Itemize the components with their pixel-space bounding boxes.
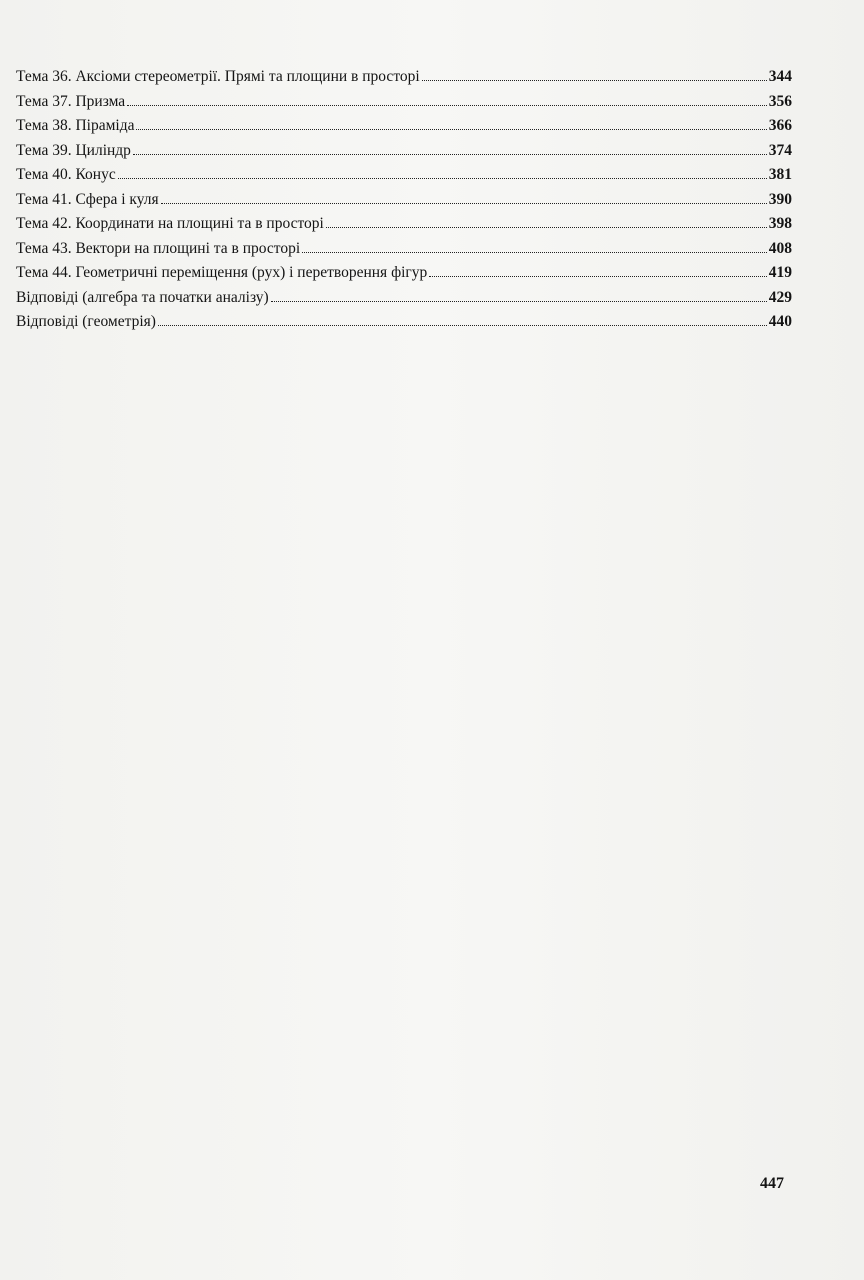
toc-entry (16, 114, 792, 139)
toc-entry (16, 261, 792, 286)
toc-entry-title: Тема 38. Піраміда (16, 117, 135, 134)
toc-dot-leader (133, 154, 767, 155)
toc-entry (16, 65, 792, 90)
toc-entry-title: Тема 40. Конус (16, 166, 116, 183)
toc-entry (16, 212, 792, 237)
toc-entry-page: 366 (768, 117, 792, 134)
toc-dot-leader (422, 80, 767, 81)
toc-entry-title: Тема 36. Аксіоми стереометрії. Прямі та площини в просторі (16, 68, 420, 85)
toc-dot-leader (136, 129, 766, 130)
toc-entry-title: Відповіді (алгебра та початки аналізу) (16, 288, 269, 306)
toc-entry-title: Тема 42. Координати на площині та в просторі (16, 215, 324, 232)
toc-entry-page: 429 (768, 288, 792, 306)
toc-entry (16, 188, 792, 213)
toc-entry (16, 163, 792, 188)
toc-dot-leader (326, 227, 767, 228)
toc-entry-title: Відповіді (геометрія) (16, 313, 156, 330)
toc-entry-title: Тема 37. Призма (16, 92, 126, 110)
toc-entry-page: 390 (768, 190, 792, 208)
toc-entry (16, 310, 792, 335)
toc-entry (16, 237, 792, 262)
toc-dot-leader (271, 301, 767, 302)
toc-entry-title: Тема 44. Геометричні переміщення (рух) і перетворення фігур (16, 264, 428, 281)
toc-dot-leader (302, 252, 767, 253)
toc-dot-leader (161, 203, 767, 204)
toc-entry (16, 90, 792, 115)
toc-entry-page: 408 (768, 239, 792, 257)
toc-entry (16, 286, 792, 311)
toc-entry-page: 381 (768, 166, 792, 183)
toc-dot-leader (118, 178, 767, 179)
toc-entry-title: Тема 39. Циліндр (16, 141, 131, 159)
table-of-contents (16, 65, 792, 335)
page-number: 447 (760, 1175, 784, 1192)
toc-entry-page: 374 (768, 141, 792, 159)
toc-dot-leader (127, 105, 767, 106)
toc-entry-page: 398 (768, 215, 792, 232)
toc-entry-page: 419 (768, 264, 792, 281)
toc-dot-leader (429, 276, 766, 277)
toc-entry-page: 356 (768, 92, 792, 110)
toc-entry-title: Тема 41. Сфера і куля (16, 190, 159, 208)
toc-entry (16, 139, 792, 164)
toc-entry-page: 344 (768, 68, 792, 85)
toc-entry-page: 440 (768, 313, 792, 330)
toc-dot-leader (158, 325, 767, 326)
toc-entry-title: Тема 43. Вектори на площині та в просторі (16, 239, 301, 257)
